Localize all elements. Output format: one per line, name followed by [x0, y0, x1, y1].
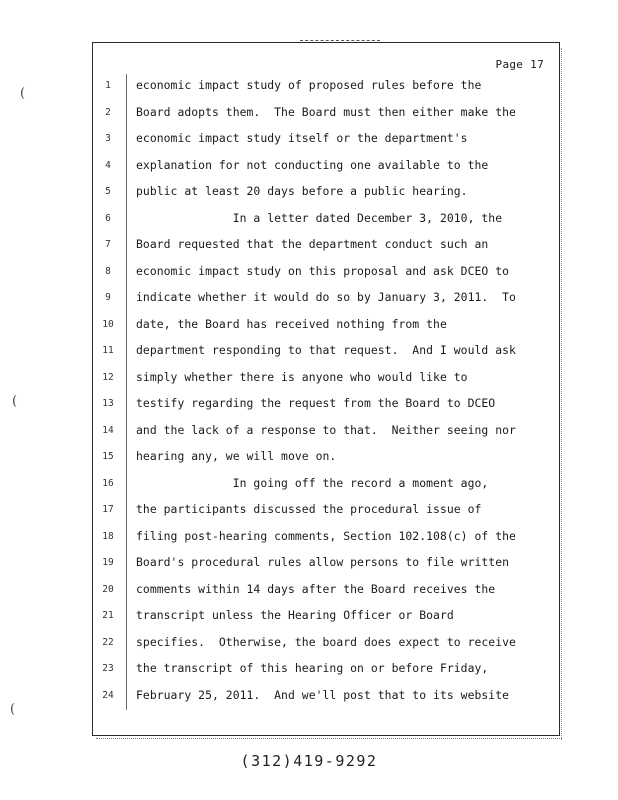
transcript-line	[94, 235, 556, 261]
line-text: Board adopts them. The Board must then either make the	[136, 104, 516, 119]
margin-mark: (	[12, 394, 18, 409]
line-text: date, the Board has received nothing from the	[136, 316, 447, 331]
line-text: Board's procedural rules allow persons to file written	[136, 555, 510, 569]
transcript-line	[94, 580, 556, 606]
line-number: 18	[102, 530, 114, 542]
transcript-line	[94, 156, 556, 182]
transcript-line	[94, 368, 556, 394]
transcript-line	[94, 633, 556, 659]
transcript-line	[94, 315, 556, 341]
transcript-line	[94, 421, 556, 447]
line-number: 17	[102, 504, 114, 515]
line-text: department responding to that request. And I would ask	[136, 343, 516, 357]
line-text: indicate whether it would do so by January 3, 2011. To	[136, 290, 516, 304]
line-text: filing post-hearing comments, Section 102.108(c) of the	[136, 528, 516, 543]
transcript-line	[94, 500, 556, 526]
transcript-line	[94, 606, 556, 632]
line-number: 22	[102, 636, 114, 648]
line-text: explanation for not conducting one available to the	[136, 157, 489, 172]
line-number: 21	[102, 610, 114, 621]
transcript-line	[94, 447, 556, 473]
transcript-line	[94, 686, 556, 712]
line-text: transcript unless the Hearing Officer or Board	[136, 608, 454, 622]
footer-phone: (312)419-9292	[240, 752, 378, 770]
transcript-line	[94, 76, 556, 102]
transcript-line	[94, 474, 556, 500]
frame-shadow	[561, 48, 565, 740]
line-text: specifies. Otherwise, the board does expect to receive	[136, 634, 516, 649]
transcript-line	[94, 394, 556, 420]
transcript-line	[94, 103, 556, 129]
line-text: hearing any, we will move on.	[136, 449, 337, 463]
transcript-line	[94, 288, 556, 314]
line-number: 2	[105, 106, 111, 118]
line-text: economic impact study on this proposal and ask DCEO to	[136, 263, 510, 278]
line-text: economic impact study of proposed rules before the	[136, 78, 482, 92]
line-text: Board requested that the department conduct such an	[136, 237, 489, 251]
line-text: testify regarding the request from the Board to DCEO	[136, 396, 496, 410]
line-number: 19	[102, 557, 114, 568]
transcript-line	[94, 209, 556, 235]
line-number: 7	[105, 239, 111, 250]
transcript-line	[94, 659, 556, 685]
line-text: economic impact study itself or the department's	[136, 131, 468, 145]
transcript-line	[94, 341, 556, 367]
line-number: 13	[102, 398, 114, 409]
line-number: 14	[102, 424, 114, 436]
line-number: 16	[102, 477, 114, 489]
line-number: 4	[105, 159, 111, 171]
frame-shadow	[96, 738, 562, 743]
line-text: public at least 20 days before a public hearing.	[136, 184, 468, 198]
transcript-line	[94, 553, 556, 579]
line-number: 3	[105, 133, 111, 144]
line-text: and the lack of a response to that. Neither seeing nor	[136, 422, 516, 437]
page-number: Page 17	[495, 58, 544, 71]
line-number: 6	[105, 212, 111, 224]
transcript-line	[94, 182, 556, 208]
transcript-line	[94, 262, 556, 288]
line-number: 20	[102, 583, 114, 595]
transcript-line	[94, 527, 556, 553]
line-number: 12	[102, 371, 114, 383]
margin-mark: (	[20, 86, 26, 101]
transcript-line	[94, 129, 556, 155]
line-number: 11	[102, 345, 114, 356]
line-number: 8	[105, 265, 111, 277]
line-number: 15	[102, 451, 114, 462]
line-number: 5	[105, 186, 111, 197]
line-text: February 25, 2011. And we'll post that to its website	[136, 687, 510, 702]
line-number: 23	[102, 663, 114, 674]
line-text: In a letter dated December 3, 2010, the	[136, 210, 503, 225]
line-text: In going off the record a moment ago,	[136, 475, 489, 490]
line-number: 24	[102, 689, 114, 701]
line-text: simply whether there is anyone who would like to	[136, 369, 468, 384]
line-text: the participants discussed the procedural issue of	[136, 502, 482, 516]
line-number: 9	[105, 292, 111, 303]
line-text: comments within 14 days after the Board receives the	[136, 581, 496, 596]
line-number: 10	[102, 318, 114, 330]
line-text: the transcript of this hearing on or before Friday,	[136, 661, 489, 675]
line-number: 1	[105, 80, 111, 91]
margin-mark: (	[10, 702, 16, 717]
